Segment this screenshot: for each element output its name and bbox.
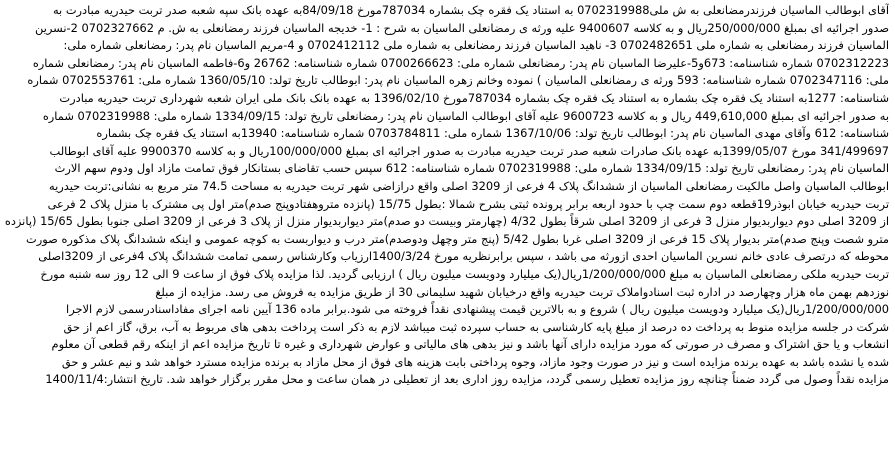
notice-line: 0702312223 شماره شناسنامه: 673و5-علیرضا الماسیان نام پدر: رمضانعلی شماره ملی: 0700266623 شماره شناسنامه: 26762 و6-فاطمه الماسیان نام پدر: رمضانعلی شماره (32, 55, 889, 70)
notice-line: شناسنامه: 1277به استناد یک فقره چک بشماره به استناد یک فقره چک بشماره 787034مورخ 1396/02/10 به عهده بانک بانک ملی ایران شعبه شهرداری تربت حیدریه مبادرت (59, 90, 889, 105)
notice-line: تربت حیدریه خیابان ابوذر19قطعه دوم سمت چپ با حدود اربعه برابر پرونده ثبتی بشرح شمالا :بطول 15/75 (پانزده متروهفتادوپنج صدم)متر اول پی مشترک با منزل پلاک 2 فرعی (47, 196, 889, 211)
notice-line: تربت حیدریه ملکی رمضانعلی الماسیان به مبلغ 1/200/000/000ریال(یک میلیارد ودویست میلیون ریال ) ارزیابی گردید. لذا مزایده پلاک فوق از ساعت 9 الی 12 روز سه شنبه مورخ (40, 266, 889, 281)
notice-line: 1/200/000/000ریال(یک میلیارد ودویست میلیون ریال ) شروع و به بالاترین قیمت پیشنهادی نقداً فروخته می شود.برابر ماده 136 آیین نامه اجرای مفاداسنادرسمی لازم الاجرا (66, 302, 889, 317)
notice-line: مزایده نقداً وصول می گردد ضمناً چنانچه روز مزایده تعطیل رسمی گردد، مزایده روز اداری بعد از تعطیلی در همان ساعت و محل مقرر برگزار خواهد شد. تاریخ انتشار:1400/11/4 (45, 372, 889, 387)
notice-line: به صدور اجرائیه ای بمبلغ 449,610,000 ریال و به کلاسه 9600723 علیه آقای ابوطالب الماسیان نام پدر: رمضانعلی تاریخ تولد: 1334/09/15 شماره ملی: 0702319988 شماره (42, 108, 889, 123)
notice-line: ملی: 0702347116 شماره شناسنامه: 593 ورثه ی رمضانعلی الماسیان ) نموده وخانم زهره الماسیان نام پدر: ابوطالب تاریخ تولد: 1360/05/10 شماره ملی: 0702553761 شماره (27, 73, 889, 88)
notice-line: شناسنامه: 612 وآقای مهدی الماسیان نام پدر: ابوطالب تاریخ تولد: 1367/10/06 شماره ملی: 0703784811 شماره شناسنامه: 13940به استناد یک فقره چک بشماره (96, 126, 889, 141)
notice-publication-line (4, 389, 889, 407)
notice-line: 341/499697 مورخ 1399/05/07به عهده بانک صادرات شعبه صدر تربت حیدریه مبادرت به صدور اجرائیه ای بمبلغ 100/000/000ریال و به کلاسه 9900370 علیه آقای ابوطالب (49, 143, 889, 158)
notice-line: محوطه که درتصرف عادی خانم نسرین الماسیان احدی ازورثه می باشد ، سپس برابرنظریه مورخ 1400/3/24ارزیاب وکارشناس رسمی تمامت ششدانگ پلاک 4فرعی از 3209اصلی (38, 249, 889, 264)
notice-line: ابوطالب الماسیان واصل مالکیت رمضانعلی الماسیان از ششدانگ پلاک 4 فرعی از 3209 اصلی واقع درازاضی شهر تربت حیدریه به مساحت 74.5 متر مربع به نشانی:تربت حیدریه (48, 178, 889, 193)
notice-line: انشعاب و یا حق اشتراک و مصرف در صورتی که مورد مزایده دارای آنها باشد و نیز بدهی های مالیاتی و عوارض شهرداری و غیره تا تاریخ مزایده اعم از اینکه رقم قطعی آن معلوم (51, 337, 889, 352)
notice-line: شده یا نشده باشد به عهده برنده مزایده است و نیز در صورت وجود مازاد، وجوه پرداختی بابت هزینه های فوق از محل مازاد به برنده مزایده مسترد خواهد شد و نیم عشر و حق (61, 354, 889, 369)
notice-line: شرکت در جلسه مزایده منوط به پرداخت ده درصد از مبلغ پایه کارشناسی به حساب سپرده ثبت میباشد لازم به ذکر است پرداخت بدهی های مربوط به آب، برق، گاز اعم از حق (63, 319, 889, 334)
notice-line: الماسیان فرزند رمضانعلی به شماره ملی 0702482651 3- ناهید الماسیان فرزند رمضانعلی به شماره ملی 0702412112 و 4-مریم الماسیان نام پدر: رمضانعلی شماره ملی: (63, 38, 889, 53)
notice-line: صدور اجرائیه ای بمبلغ 250/000/000ریال و به کلاسه 9400607 علیه ورثه ی رمضانعلی الماسیان به شرح : 1- خدیجه الماسیان فرزند رمضانعلی به ش. م 0702327662 2-نسرین (35, 20, 889, 35)
notice-line: مترو شصت وپنج صدم)متر بدیوار پلاک 15 فرعی از 3209 اصلی غربا بطول 5/42 (پنج متر وچهل ودوصدم)متر درب و دیواربست به کوچه عمومی و اینکه ششدانگ پلاک مذکوره صورت (26, 231, 889, 246)
notice-line: نوزدهم بهمن ماه هزار وچهارصد در اداره ثبت اسنادواملاک تربت حیدریه واقع درخیابان شهید سلیمانی 30 از طریق مزایده به فروش می رسد. مزایده از مبلغ (155, 284, 889, 299)
notice-line: از 3209 اصلی دوم دیواربدیوار منزل 3 فرعی از 3209 اصلی شرقاً بطول 4/32 (چهارمتر وبیست دو صدم)متر دیواربدیوار منزل از پلاک 3 فرعی از 3209 اصلی جنوبا بطول 15/65 (پانزده (4, 214, 889, 229)
notice-line: آقای ابوطالب الماسیان فرزندرمضانعلی به ش ملی0702319988 به استناد یک فقره چک بشماره 787034مورخ 84/09/18به عهده بانک سپه شعبه صدر تربت حیدریه مبادرت به (52, 3, 889, 17)
notice-line: الماسیان نام پدر: رمضانعلی تاریخ تولد: 1334/09/15 شماره ملی: 0702319988 شماره شناسنامه: 612 سپس حسب تقاضای بستانکار فوق تمامت مازاد اول ودوم سهم الارث (54, 161, 889, 176)
